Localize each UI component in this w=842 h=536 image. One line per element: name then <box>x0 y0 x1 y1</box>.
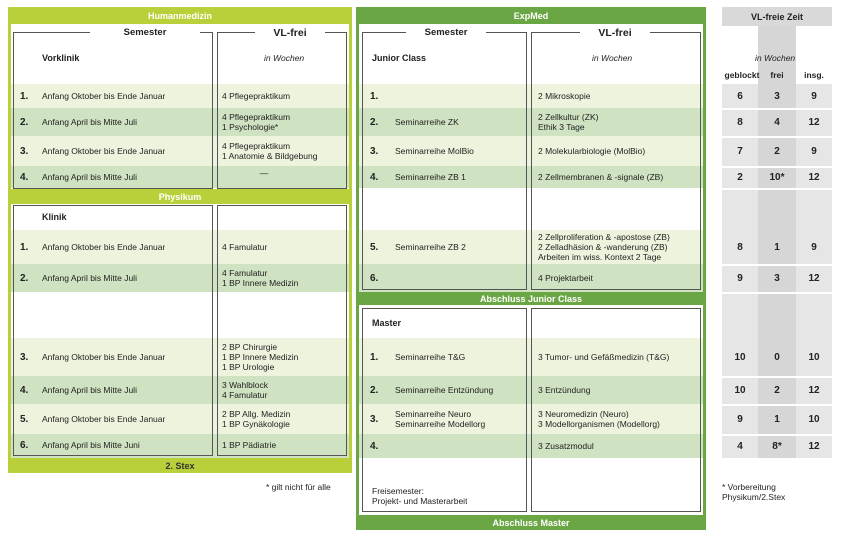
em-ms-vl-4 <box>538 434 594 458</box>
em-ms-name-3-line-2: Seminarreihe Modellorg <box>395 419 486 429</box>
hm-kl-vl-3-line-1: 2 BP Chirurgie <box>222 341 278 352</box>
vl-ms-3-frei: 1 <box>774 413 780 425</box>
em-jc-vl-2 <box>538 108 598 136</box>
hm-kl-vl-2-line-1: 4 Famulatur <box>222 267 268 278</box>
em-jc-vl-5 <box>538 228 670 266</box>
em-ms-vl-4-line-1: 3 Zusatzmodul <box>538 440 594 451</box>
vl-ms-2-insg: 12 <box>808 384 820 396</box>
hm-vk-vl-2-line-1: 4 Pflegepraktikum <box>222 111 291 122</box>
em-jc-vl-1-line-1: 2 Mikroskopie <box>538 90 591 101</box>
hm-vk-vl-4-line-1: — <box>259 167 269 178</box>
em-ms-vl-3-line-2: 3 Modellorganismen (Modellorg) <box>538 419 660 429</box>
hm-kl-num-1: 1. <box>20 241 29 253</box>
em-jc-vl-5-line-3: Arbeiten im wiss. Kontext 2 Tage <box>538 252 662 263</box>
em-jc-name-4: Seminarreihe ZB 1 <box>395 171 466 182</box>
em-jc-num-5: 5. <box>370 241 379 253</box>
hm-vk-vl-1-line-1: 4 Pflegepraktikum <box>222 90 291 101</box>
em-ms-vl-3-line-1: 3 Neuromedizin (Neuro) <box>538 408 629 419</box>
hm-kl-vl-5-line-2: 1 BP Gynäkologie <box>222 419 290 429</box>
klinik-label: Klinik <box>42 212 67 222</box>
hm-vk-num-1: 1. <box>20 90 29 102</box>
hm-vk-vl-3-line-2: 1 Anatomie & Bildgebung <box>222 151 318 161</box>
expmed-title: ExpMed <box>513 10 549 21</box>
em-vl-header: VL-frei <box>580 25 650 40</box>
hm-kl-num-4: 4. <box>20 384 29 396</box>
hm-vk-vl-3 <box>222 136 317 166</box>
hm-kl-vl-6 <box>222 434 276 456</box>
vl-ms-1-geblockt: 10 <box>734 351 746 363</box>
vl-ms-4-insg: 12 <box>808 440 820 452</box>
hm-kl-vl-6-line-1: 1 BP Pädiatrie <box>222 439 277 450</box>
em-ms-name-2-line-1: Seminarreihe Entzündung <box>395 384 494 395</box>
vlfreie-footnote <box>722 480 785 504</box>
hm-vk-time-3: Anfang Oktober bis Ende Januar <box>42 145 166 156</box>
hm-vk-time-4: Anfang April bis Mitte Juli <box>42 171 137 182</box>
em-jc-num-4: 4. <box>370 171 379 183</box>
hm-vk-vl-4 <box>222 164 306 182</box>
hm-kl-vl-5 <box>222 404 290 434</box>
freisemester-line-2: Projekt- und Masterarbeit <box>372 496 468 506</box>
hm-kl-time-6: Anfang April bis Mitte Juni <box>42 439 140 450</box>
vl-jc-3-geblockt: 7 <box>737 145 743 157</box>
hm-kl-num-5: 5. <box>20 413 29 425</box>
hm-vk-num-3: 3. <box>20 145 29 157</box>
vl-ms-4-geblockt: 4 <box>737 440 743 452</box>
hm-vk-vl-2-line-2: 1 Psychologie* <box>222 122 279 132</box>
vl-jc-4-insg: 12 <box>808 171 820 183</box>
vl-jc-6-frei: 3 <box>774 272 780 284</box>
hm-unit-label: in Wochen <box>264 53 305 63</box>
vl-ms-1-insg: 10 <box>808 351 820 363</box>
vl-jc-5-frei: 1 <box>774 241 780 253</box>
hm-kl-time-2: Anfang April bis Mitte Juli <box>42 272 137 283</box>
vl-jc-1-frei: 3 <box>774 90 780 102</box>
abschluss-master-bar: Abschluss Master <box>492 517 570 528</box>
em-ms-name-1-line-1: Seminarreihe T&G <box>395 351 466 362</box>
hm-vk-vl-2 <box>222 108 290 136</box>
vl-ms-2-frei: 2 <box>774 384 780 396</box>
freisemester-line-1: Freisemester: <box>372 485 424 496</box>
hm-kl-time-5: Anfang Oktober bis Ende Januar <box>42 413 166 424</box>
stex-bar: 2. Stex <box>8 458 352 473</box>
vlfreie-footnote-line-1: * Vorbereitung <box>722 481 776 492</box>
hm-vk-time-1: Anfang Oktober bis Ende Januar <box>42 90 166 101</box>
em-jc-num-6: 6. <box>370 272 379 284</box>
em-ms-vl-3 <box>538 404 660 434</box>
em-jc-vl-3-line-1: 2 Molekularbiologie (MolBio) <box>538 145 646 156</box>
hm-kl-time-3: Anfang Oktober bis Ende Januar <box>42 351 166 362</box>
col-header-frei: frei <box>770 70 784 80</box>
vl-jc-1-geblockt: 6 <box>737 90 743 102</box>
em-jc-vl-6 <box>538 264 593 292</box>
em-ms-num-3: 3. <box>370 413 379 425</box>
hm-vk-num-2: 2. <box>20 116 29 128</box>
vl-jc-1-insg: 9 <box>811 90 817 102</box>
em-ms-num-1: 1. <box>370 351 379 363</box>
em-jc-name-2: Seminarreihe ZK <box>395 116 459 127</box>
vl-ms-2-geblockt: 10 <box>734 384 746 396</box>
junior-class-label: Junior Class <box>372 53 427 63</box>
hm-kl-vl-3 <box>222 338 298 376</box>
hm-kl-vl-2 <box>222 264 298 292</box>
em-jc-name-5: Seminarreihe ZB 2 <box>395 241 466 252</box>
em-jc-vl-6-line-1: 4 Projektarbeit <box>538 272 593 283</box>
em-unit-label: in Wochen <box>592 53 633 63</box>
col-header-geblockt: geblockt <box>724 70 760 80</box>
hm-kl-vl-1-line-1: 4 Famulatur <box>222 241 268 252</box>
hm-kl-vl-4 <box>222 376 268 404</box>
hm-kl-vl-3-line-2: 1 BP Innere Medizin <box>222 351 299 362</box>
vl-ms-3-insg: 10 <box>808 413 820 425</box>
em-jc-vl-4 <box>538 166 663 188</box>
vl-jc-4-frei: 10* <box>769 171 785 183</box>
master-label: Master <box>372 318 402 328</box>
vl-sep-4 <box>722 188 832 190</box>
vl-jc-3-frei: 2 <box>774 145 780 157</box>
vl-ms-1-frei: 0 <box>774 351 780 363</box>
em-jc-vl-2-line-1: 2 Zellkultur (ZK) <box>538 111 599 122</box>
em-jc-num-3: 3. <box>370 145 379 157</box>
em-jc-vl-2-line-2: Ethik 3 Tage <box>538 122 585 132</box>
em-ms-vl-1 <box>538 338 669 376</box>
em-ms-vl-2 <box>538 376 590 404</box>
vl-sep-6 <box>722 292 832 294</box>
vl-jc-2-geblockt: 8 <box>737 116 743 128</box>
hm-kl-time-4: Anfang April bis Mitte Juli <box>42 384 137 395</box>
em-ms-name-3-line-1: Seminarreihe Neuro <box>395 408 472 419</box>
em-ms-vl-1-line-1: 3 Tumor- und Gefäßmedizin (T&G) <box>538 351 670 362</box>
vl-ms-3-geblockt: 9 <box>737 413 743 425</box>
em-jc-num-1: 1. <box>370 90 379 102</box>
em-semester-header: Semester <box>406 25 486 40</box>
hm-kl-num-6: 6. <box>20 439 29 451</box>
freisemester-note <box>372 484 467 508</box>
vl-jc-5-geblockt: 8 <box>737 241 743 253</box>
hm-semester-header: Semester <box>90 25 200 40</box>
abschluss-junior-bar: Abschluss Junior Class <box>479 293 583 304</box>
hm-kl-num-3: 3. <box>20 351 29 363</box>
humanmedizin-title: Humanmedizin <box>147 10 212 21</box>
physikum-bar: Physikum <box>8 189 352 204</box>
hm-kl-vl-3-line-3: 1 BP Urologie <box>222 362 275 373</box>
hm-vl-header: VL-frei <box>255 25 325 40</box>
em-jc-vl-1 <box>538 84 590 108</box>
hm-kl-num-2: 2. <box>20 272 29 284</box>
vlfreie-footnote-line-2: Physikum/2.Stex <box>722 492 786 502</box>
vl-jc-6-geblockt: 9 <box>737 272 743 284</box>
hm-kl-vl-2-line-2: 1 BP Innere Medizin <box>222 278 299 288</box>
em-ms-vl-2-line-1: 3 Entzündung <box>538 384 591 395</box>
em-jc-vl-5-line-2: 2 Zelladhäsion & -wanderung (ZB) <box>538 241 668 252</box>
vl-jc-5-insg: 9 <box>811 241 817 253</box>
em-ms-name-2 <box>395 376 493 404</box>
hm-kl-vl-4-line-1: 3 Wahlblock <box>222 379 268 390</box>
em-jc-vl-5-line-1: 2 Zellproliferation & -apostose (ZB) <box>538 231 670 242</box>
em-ms-num-2: 2. <box>370 384 379 396</box>
vlfreie-title: VL-freie Zeit <box>750 11 803 22</box>
vl-jc-3-insg: 9 <box>811 145 817 157</box>
hm-footnote: * gilt nicht für alle <box>266 482 331 492</box>
em-ms-num-4: 4. <box>370 440 379 452</box>
hm-kl-vl-1 <box>222 230 267 264</box>
hm-vk-time-2: Anfang April bis Mitte Juli <box>42 116 137 127</box>
hm-vk-vl-3-line-1: 4 Pflegepraktikum <box>222 140 291 151</box>
vl-jc-6-insg: 12 <box>808 272 820 284</box>
em-jc-name-3: Seminarreihe MolBio <box>395 145 474 156</box>
vl-ms-4-frei: 8* <box>772 440 782 452</box>
hm-kl-vl-5-line-1: 2 BP Allg. Medizin <box>222 408 291 419</box>
em-ms-name-1 <box>395 338 465 376</box>
vlfreie-unit-label: in Wochen <box>755 53 796 63</box>
em-jc-vl-3 <box>538 136 645 166</box>
vl-jc-2-frei: 4 <box>774 116 780 128</box>
hm-kl-vl-4-line-2: 4 Famulatur <box>222 390 268 400</box>
vl-jc-4-geblockt: 2 <box>737 171 743 183</box>
hm-vk-num-4: 4. <box>20 171 29 183</box>
em-ms-name-3 <box>395 404 485 434</box>
hm-vk-vl-1 <box>222 84 290 108</box>
vorklinik-label: Vorklinik <box>42 53 80 63</box>
col-header-insg: insg. <box>804 70 824 80</box>
vl-jc-2-insg: 12 <box>808 116 820 128</box>
em-jc-vl-4-line-1: 2 Zellmembranen & -signale (ZB) <box>538 171 664 182</box>
hm-kl-time-1: Anfang Oktober bis Ende Januar <box>42 241 166 252</box>
em-jc-num-2: 2. <box>370 116 379 128</box>
